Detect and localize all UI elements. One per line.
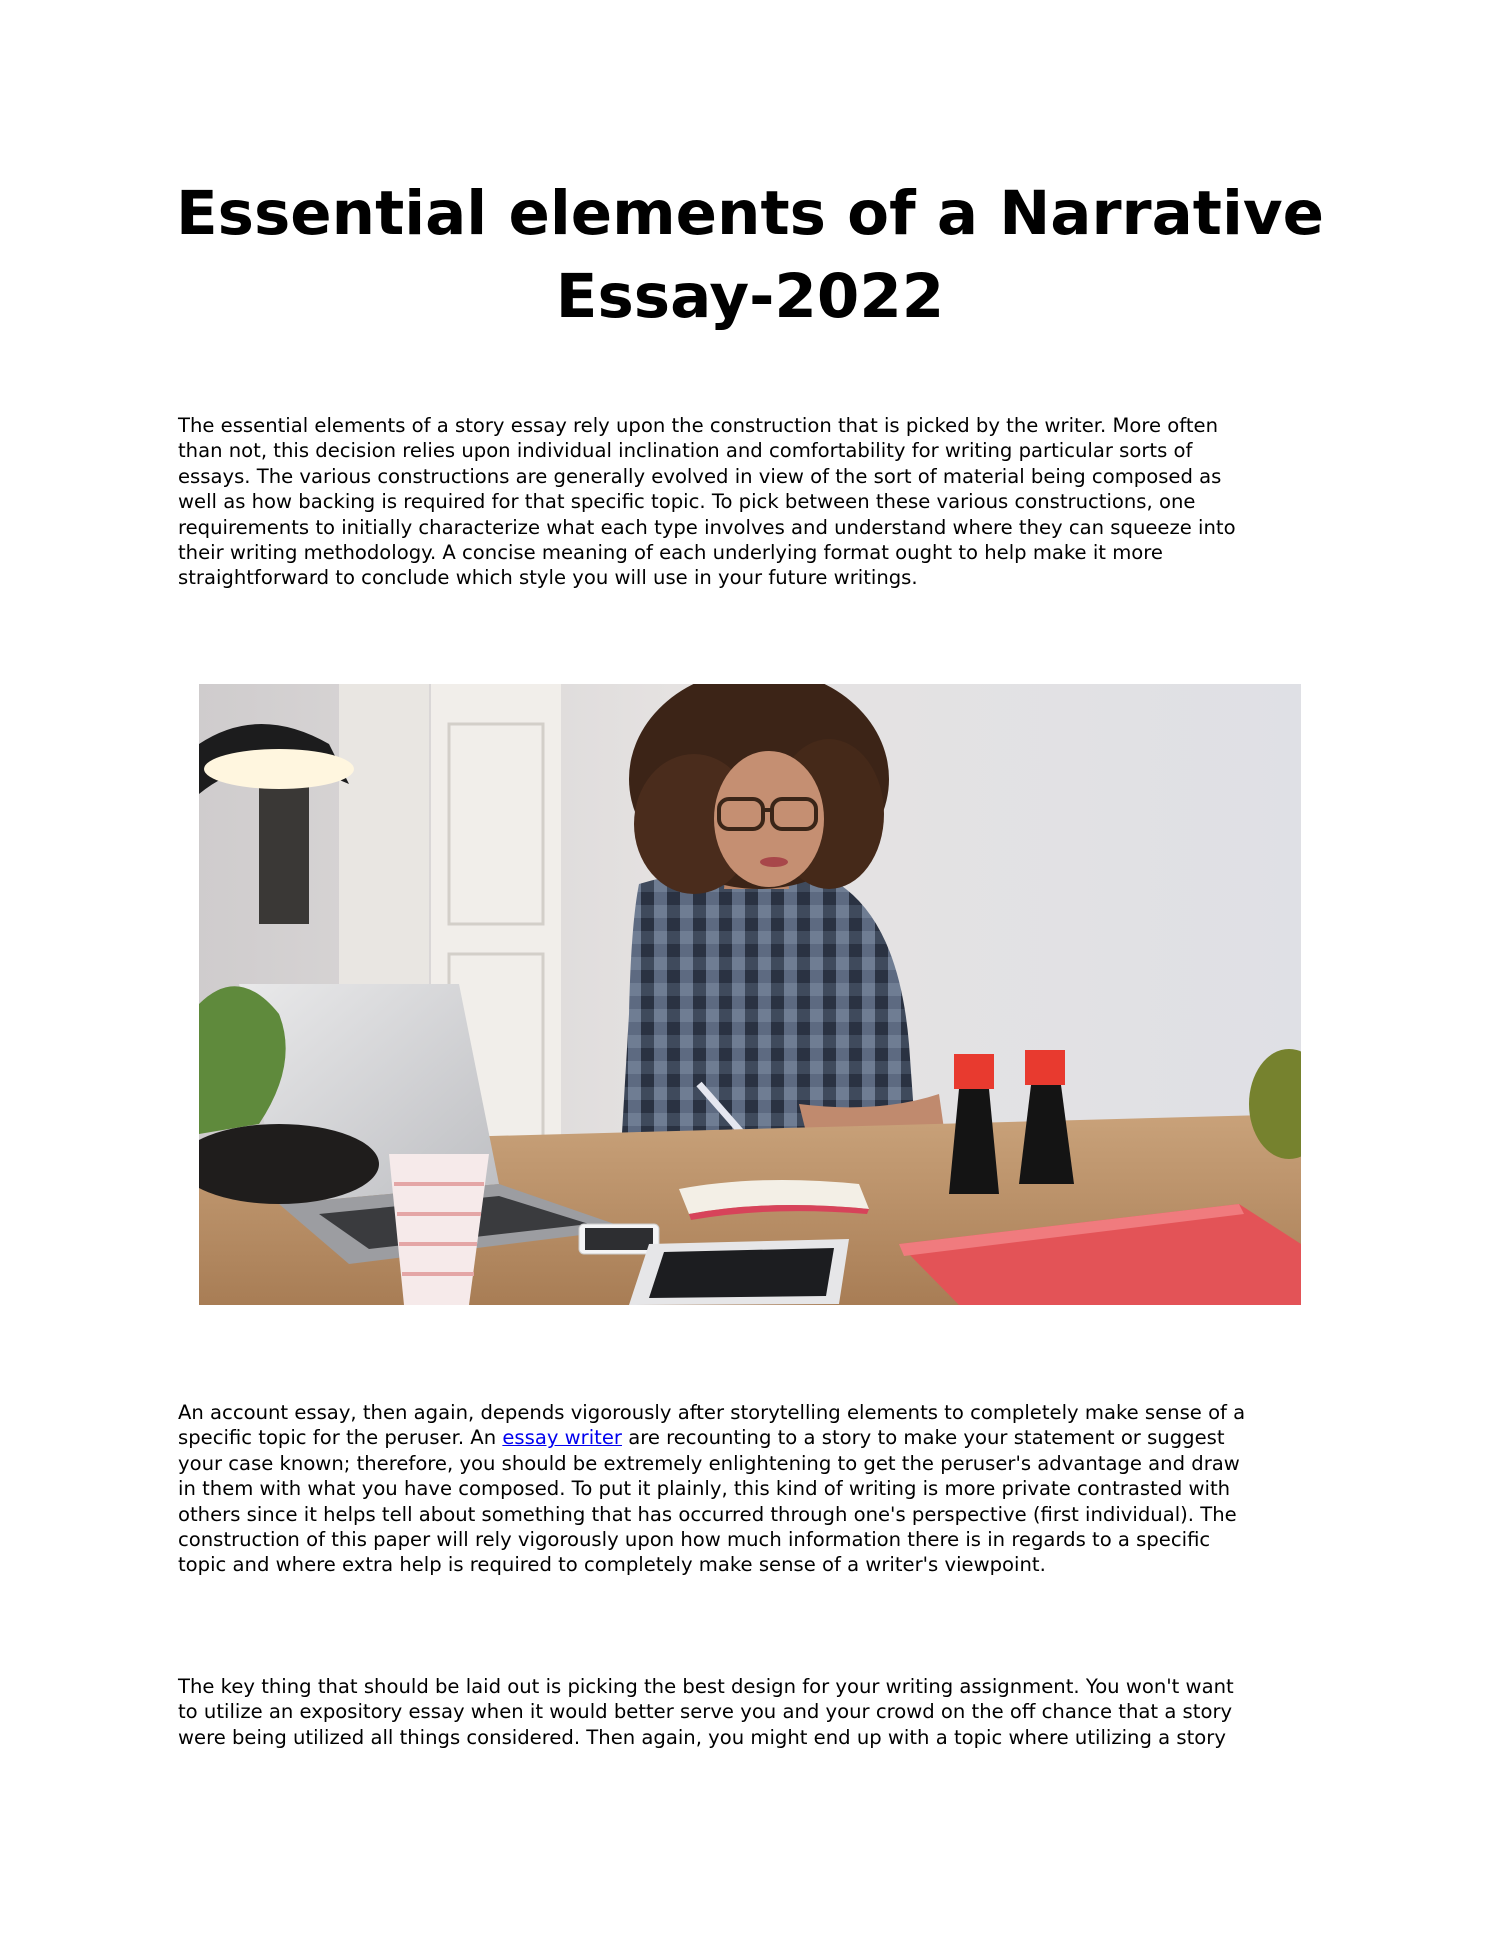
paragraph-line: straightforward to conclude which style you will use in your future writings.: [178, 566, 918, 590]
paragraph-line: than not, this decision relies upon individual inclination and comfortability for writing particular sorts of: [178, 439, 1193, 463]
paragraph-line: to utilize an expository essay when it would better serve you and your crowd on the off chance that a story: [178, 1700, 1233, 1724]
link-prefix-text: specific topic for the peruser. An: [178, 1426, 503, 1450]
paragraph-line: others since it helps tell about something that has occurred through one's perspective (first individual). The: [178, 1502, 1237, 1526]
paragraph-line: in them with what you have composed. To put it plainly, this kind of writing is more private contrasted with: [178, 1477, 1231, 1501]
paragraph-line: topic and where extra help is required to completely make sense of a writer's viewpoint.: [178, 1553, 1046, 1577]
key-thing-paragraph: [178, 1674, 1338, 1750]
title-line-2: Essay-2022: [555, 261, 945, 332]
paragraph-line: well as how backing is required for that specific topic. To pick between these various constructions, one: [178, 490, 1196, 514]
document-title: [150, 172, 1350, 338]
account-essay-paragraph: [178, 1400, 1338, 1578]
paragraph-line: essays. The various constructions are generally evolved in view of the sort of material being composed as: [178, 464, 1222, 488]
paragraph-line: your case known; therefore, you should be extremely enlightening to get the peruser's advantage and draw: [178, 1451, 1240, 1475]
essay-writer-link[interactable]: essay writer: [502, 1426, 622, 1450]
intro-paragraph: [178, 413, 1338, 591]
paragraph-line-with-link: [178, 1425, 1338, 1450]
title-line-1: Essential elements of a Narrative: [175, 178, 1324, 249]
paragraph-line: their writing methodology. A concise meaning of each underlying format ought to help make it more: [178, 541, 1163, 565]
link-suffix-text: are recounting to a story to make your statement or suggest: [621, 1426, 1225, 1450]
paragraph-line: An account essay, then again, depends vigorously after storytelling elements to completely make sense of a: [178, 1401, 1246, 1424]
paragraph-line: requirements to initially characterize what each type involves and understand where they can squeeze into: [178, 515, 1236, 539]
paragraph-line: The essential elements of a story essay rely upon the construction that is picked by the writer. More often: [178, 414, 1218, 437]
woman-writing-at-desk-photo: [199, 684, 1301, 1305]
paragraph-line: were being utilized all things considered. Then again, you might end up with a topic where utilizing a story: [178, 1725, 1226, 1749]
paragraph-line: The key thing that should be laid out is picking the best design for your writing assignment. You won't want: [178, 1675, 1234, 1698]
paragraph-line: construction of this paper will rely vigorously upon how much information there is in regards to a specific: [178, 1528, 1211, 1552]
